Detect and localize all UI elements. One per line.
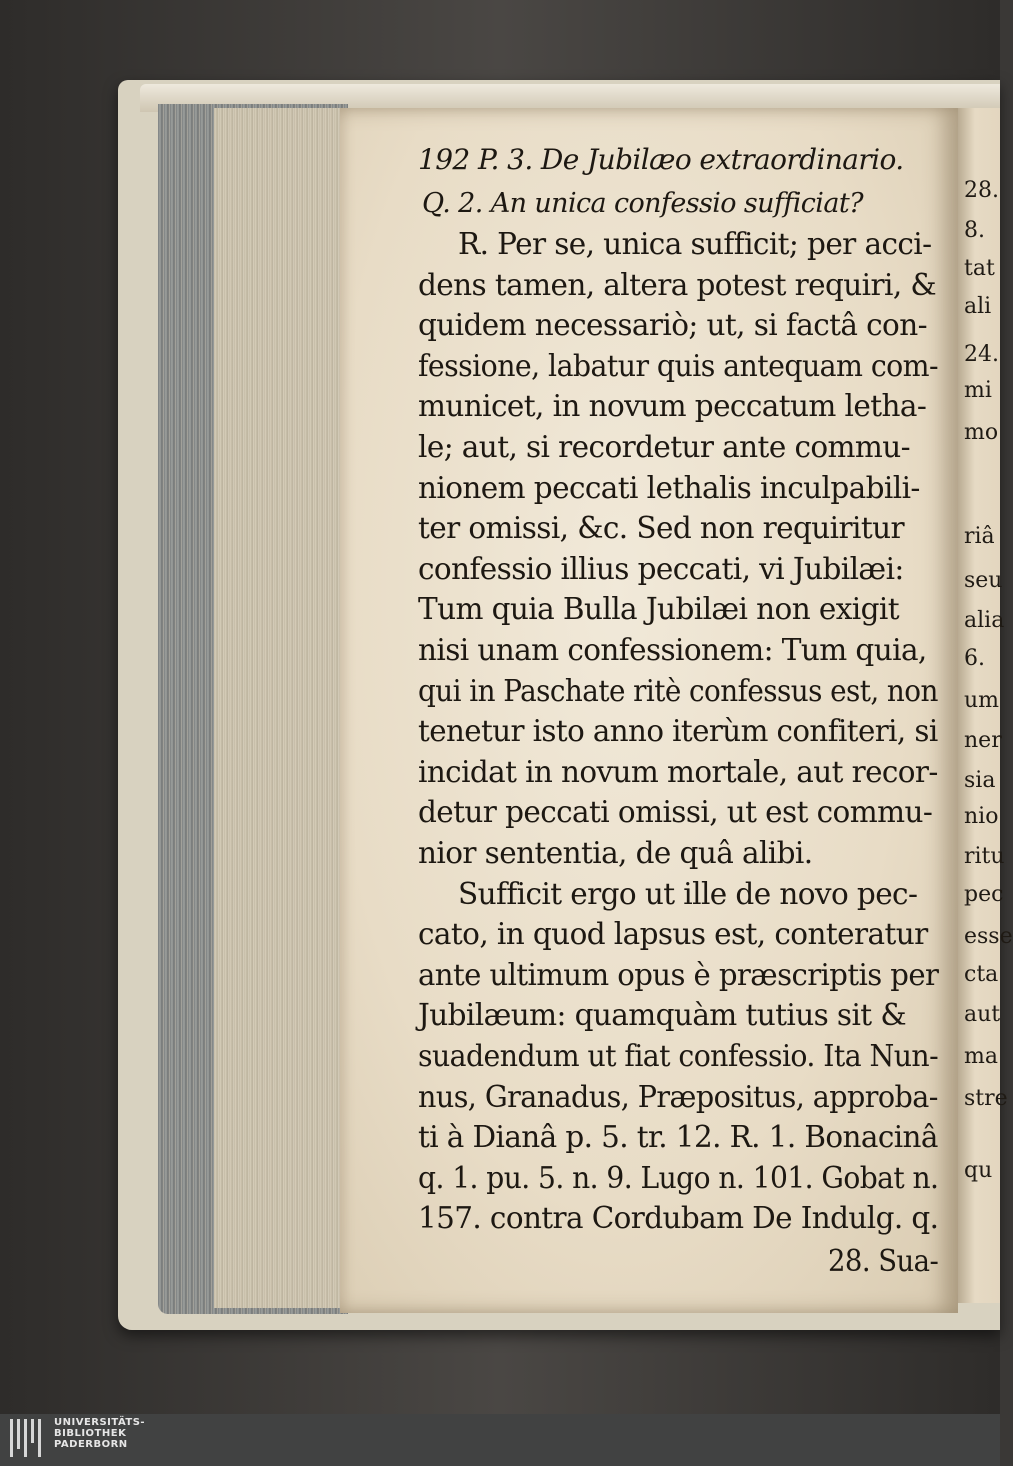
next-page-fragment: um <box>964 688 1000 713</box>
next-page-fragment: ner <box>964 728 1002 753</box>
text-line: qui in Paschate ritè confessus est, non <box>418 673 938 708</box>
next-page-fragment: seu <box>964 568 1003 593</box>
next-page-fragment: 24. <box>964 342 999 367</box>
text-line: suadendum ut fiat confessio. Ita Nun- <box>418 1039 939 1073</box>
library-name <box>54 1417 145 1450</box>
next-page-fragment: tat <box>964 256 995 281</box>
text-line: tenetur isto anno iterùm confiteri, si <box>418 714 938 749</box>
text-line: Sufficit ergo ut ille de novo pec- <box>458 876 918 911</box>
text-line: cato, in quod lapsus est, conteratur <box>418 917 928 952</box>
next-page-fragment: ritu <box>964 844 1005 869</box>
library-name-line1: UNIVERSITÄTS- <box>54 1417 146 1428</box>
next-page-fragment: 8. <box>964 218 985 243</box>
text-line: ti à Dianâ p. 5. tr. 12. R. 1. Bonacinâ <box>418 1120 938 1155</box>
next-page-fragment: nio <box>964 804 999 829</box>
text-line: detur peccati omissi, ut est commu- <box>418 795 933 830</box>
question-heading: Q. 2. An unica confessio sufficiat? <box>422 188 863 219</box>
text-line: le; aut, si recordetur ante commu- <box>418 430 911 464</box>
next-page-fragment: pec <box>964 882 1004 907</box>
text-line: incidat in novum mortale, aut recor- <box>418 754 938 789</box>
next-page-fragment: ali <box>964 294 992 319</box>
text-line: ter omissi, &c. Sed non requiritur <box>418 511 904 546</box>
next-page-fragment: alia <box>964 608 1005 633</box>
text-line: fessione, labatur quis antequam com- <box>418 348 939 383</box>
text-line: municet, in novum peccatum letha- <box>418 389 927 424</box>
library-name-line3: PADERBORN <box>54 1439 128 1450</box>
next-page-fragment: qu <box>964 1158 993 1183</box>
next-page-fragment: 6. <box>964 646 985 671</box>
next-page-fragment: cta <box>964 962 999 987</box>
text-line: nus, Granadus, Præpositus, approba- <box>418 1079 938 1114</box>
next-page-edge <box>958 108 1013 1303</box>
next-page-fragment: riâ <box>964 524 995 549</box>
running-head: 192 P. 3. De Jubilæo extraordinario. <box>418 143 904 176</box>
text-line: 157. contra Cordubam De Indulg. q. <box>418 1201 939 1236</box>
text-line: R. Per se, unica sufficit; per acci- <box>458 227 932 261</box>
text-line: nionem peccati lethalis inculpabili- <box>418 470 920 505</box>
page-edges-inner <box>214 108 346 1308</box>
next-page-fragment: sia <box>964 768 996 793</box>
text-line: dens tamen, altera potest requiri, & <box>418 267 937 302</box>
text-line: confessio illius peccati, vi Jubilæi: <box>418 551 904 586</box>
next-page-fragment: aut <box>964 1002 1001 1027</box>
footer-bar <box>0 1414 1000 1466</box>
next-page-fragment: mo <box>964 420 999 445</box>
text-line: q. 1. pu. 5. n. 9. Lugo n. 101. Gobat n. <box>418 1160 939 1195</box>
text-line: ante ultimum opus è præscriptis per <box>418 957 939 992</box>
text-line: nior sententia, de quâ alibi. <box>418 836 813 870</box>
next-page-fragment: ma <box>964 1044 998 1069</box>
text-line: Tum quia Bulla Jubilæi non exigit <box>418 592 899 627</box>
next-page-fragment: mi <box>964 378 992 403</box>
next-page-fragment: 28. <box>964 178 999 203</box>
library-logo-icon <box>10 1419 46 1457</box>
catchword: 28. Sua- <box>828 1244 939 1278</box>
library-name-line2: BIBLIOTHEK <box>54 1428 127 1439</box>
text-line: Jubilæum: quamquàm tutius sit & <box>418 998 906 1033</box>
next-page-fragment: stre <box>964 1086 1008 1111</box>
text-line: nisi unam confessionem: Tum quia, <box>418 633 927 667</box>
next-page-fragment: esse <box>964 924 1013 949</box>
text-line: quidem necessariò; ut, si factâ con- <box>418 308 927 343</box>
